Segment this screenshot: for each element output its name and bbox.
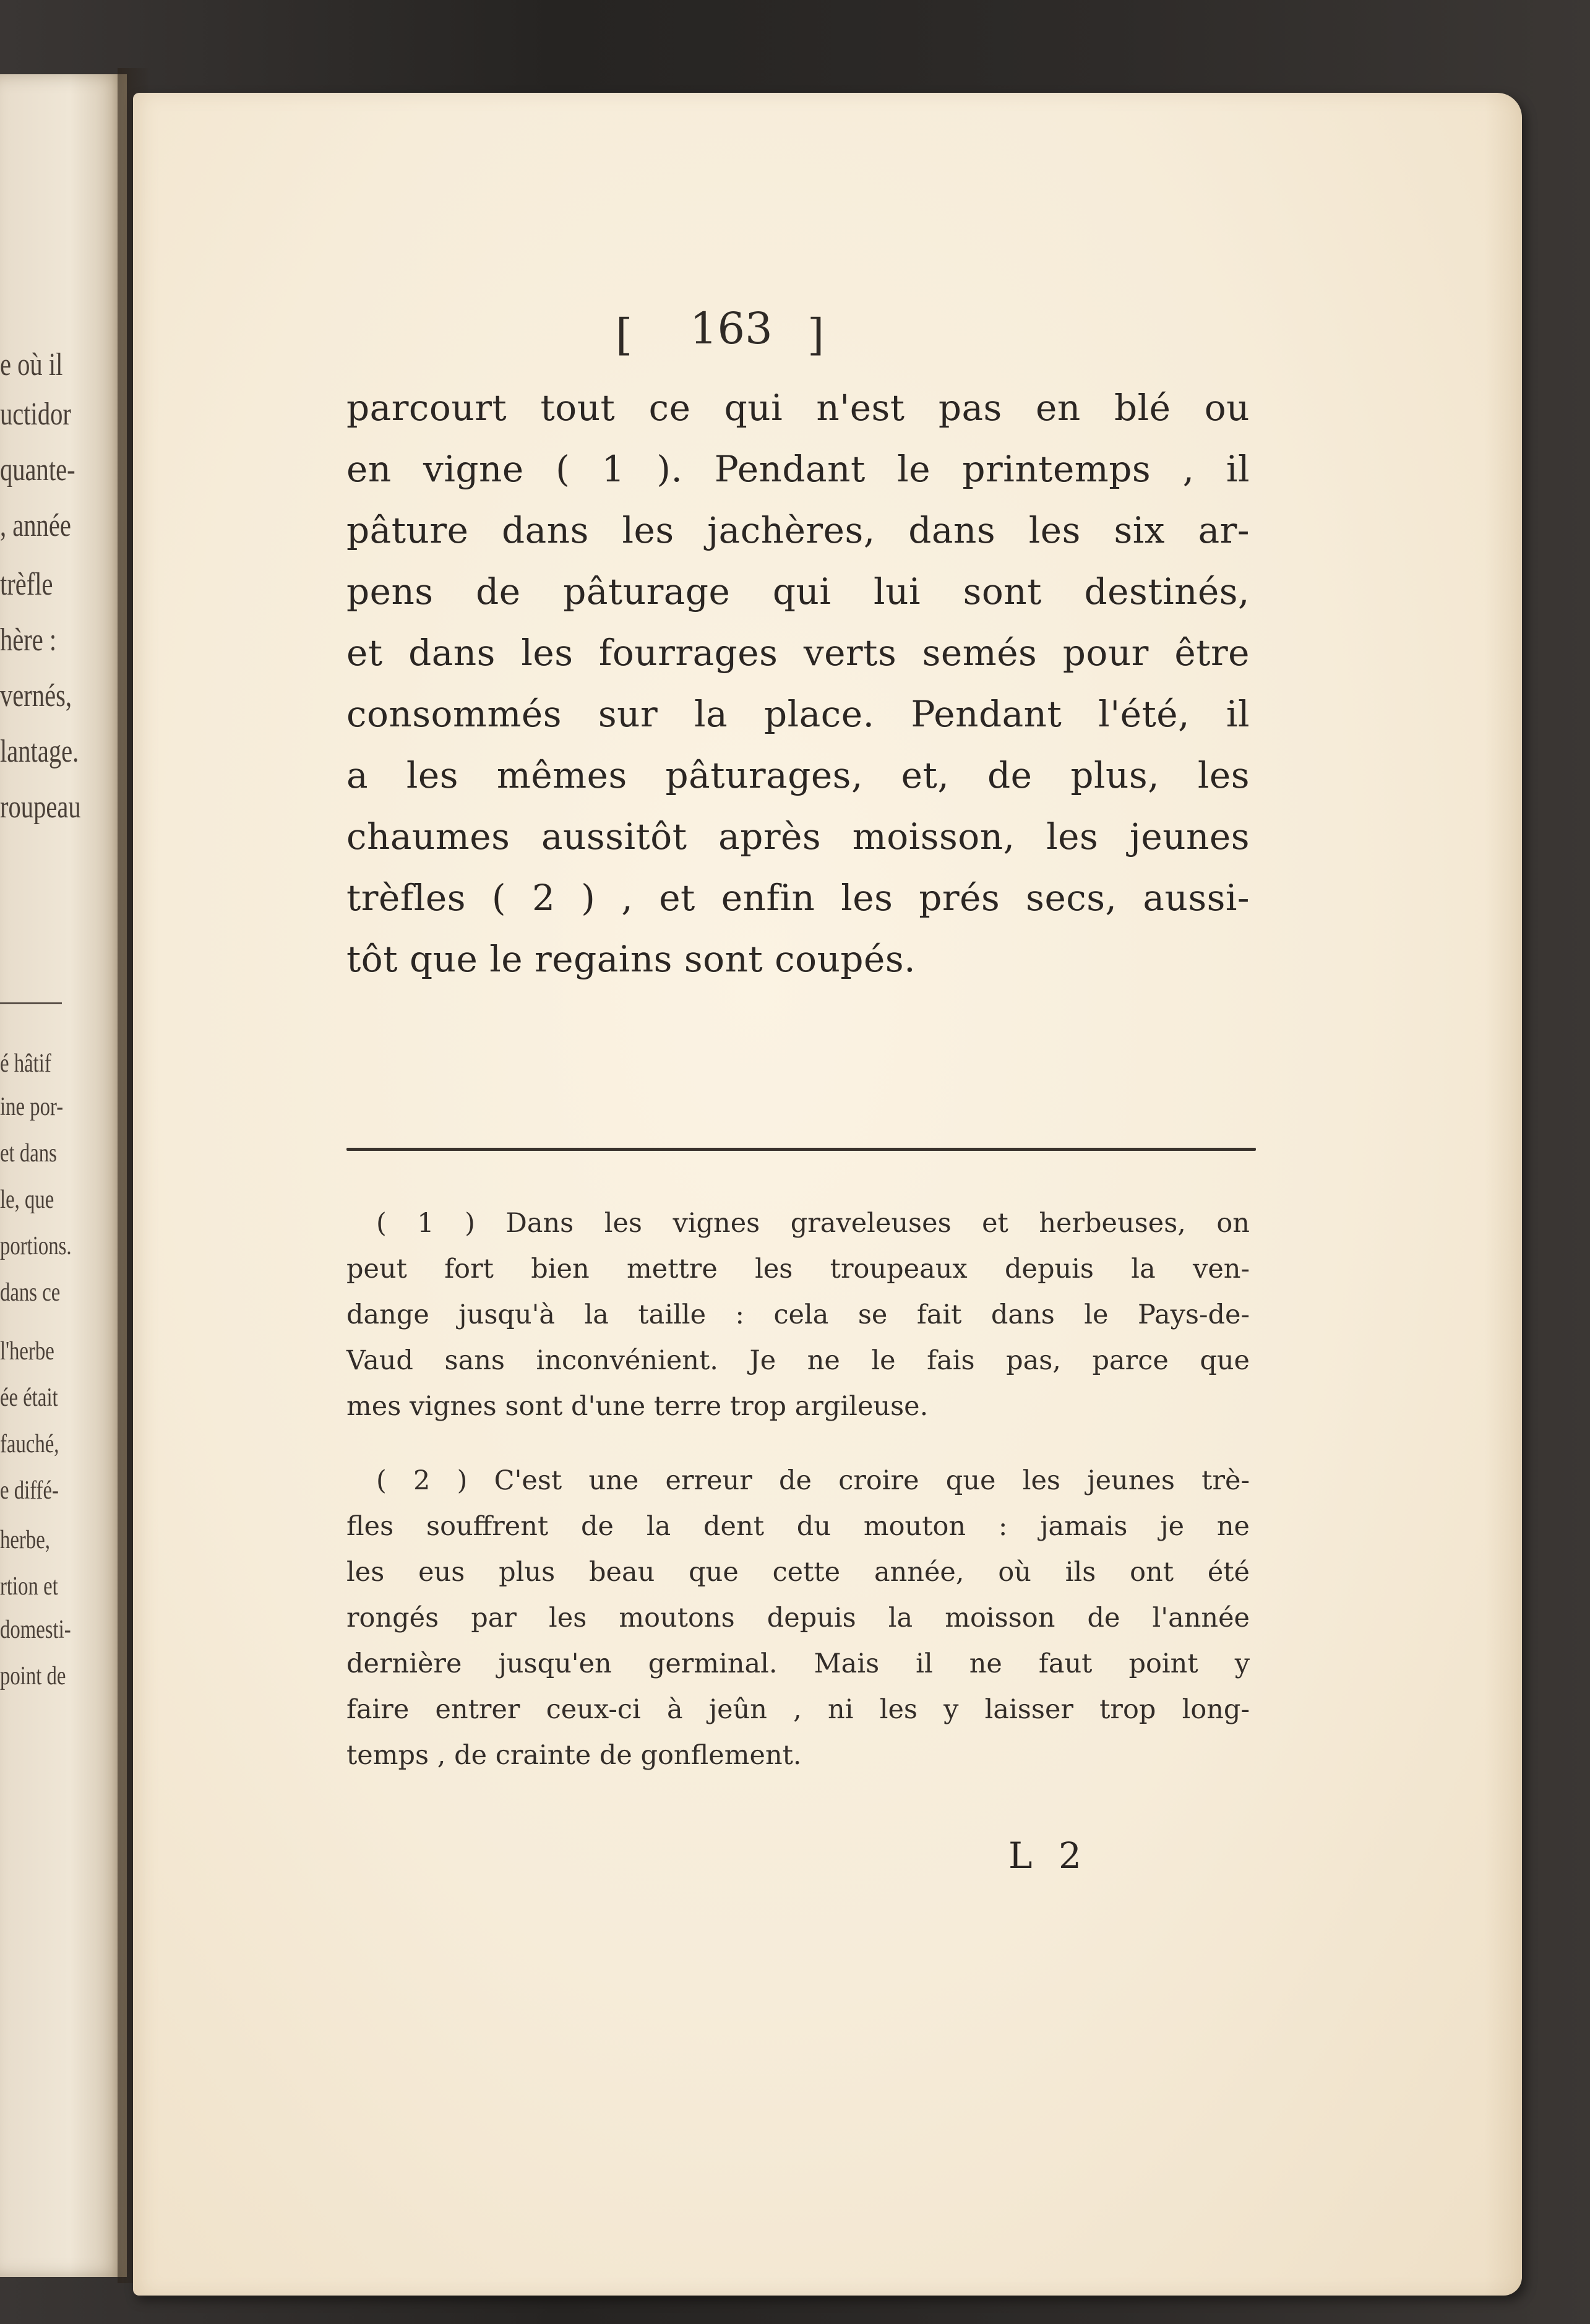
text-line: parcourt tout ce qui n'est pas en blé ou <box>346 387 1250 429</box>
footnote-line: peut fort bien mettre les troupeaux depuis la ven- <box>346 1254 1250 1285</box>
text-line: chaumes aussitôt après moisson, les jeunes <box>346 816 1250 858</box>
left-page-fragment: point de <box>0 1662 66 1690</box>
text-line: tôt que le regains sont coupés. <box>346 938 916 980</box>
footnote-line: rongés par les moutons depuis la moisson de l'année <box>346 1603 1250 1633</box>
signature-mark: L 2 <box>1008 1835 1089 1877</box>
left-page-fragment: portions. <box>0 1232 72 1260</box>
footnote-line: ( 2 ) C'est une erreur de croire que les jeunes trè- <box>376 1465 1250 1496</box>
page-number: 163 <box>690 303 773 354</box>
footnote-line: ( 1 ) Dans les vignes graveleuses et herbeuses, on <box>376 1208 1250 1239</box>
left-page-fragment: fauché, <box>0 1430 59 1458</box>
footnote-line: temps , de crainte de gonflement. <box>346 1740 802 1771</box>
header-bracket-left: [ <box>616 309 633 360</box>
text-line: trèfles ( 2 ) , et enfin les prés secs, aussi- <box>346 877 1250 919</box>
left-page-fragment: trèfle <box>0 567 53 602</box>
footnote-line: faire entrer ceux-ci à jeûn , ni les y laisser trop long- <box>346 1694 1250 1725</box>
main-text <box>346 377 1250 990</box>
left-page-fragment: hère : <box>0 622 57 658</box>
left-page-fragment: rtion et <box>0 1572 58 1601</box>
left-page-fragment: é hâtif <box>0 1049 51 1078</box>
text-line: a les mêmes pâturages, et, de plus, les <box>346 754 1250 796</box>
left-page-fragment: domesti- <box>0 1616 71 1644</box>
header-bracket-right: ] <box>807 309 825 360</box>
left-page-fragment: dans ce <box>0 1278 61 1307</box>
footnote-line: Vaud sans inconvénient. Je ne le fais pas, parce que <box>346 1345 1250 1376</box>
footnote-line: dange jusqu'à la taille : cela se fait dans le Pays-de- <box>346 1299 1250 1330</box>
left-page-rule <box>0 1002 62 1004</box>
left-facing-page <box>0 74 127 2277</box>
text-line: consommés sur la place. Pendant l'été, il <box>346 693 1250 735</box>
footnote-line: fles souffrent de la dent du mouton : jamais je ne <box>346 1511 1250 1542</box>
footnote-line: mes vignes sont d'une terre trop argileuse. <box>346 1391 929 1422</box>
left-page-fragment: l'herbe <box>0 1337 54 1366</box>
right-page <box>133 93 1522 2296</box>
footnote-line: les eus plus beau que cette année, où ils ont été <box>346 1557 1250 1588</box>
left-page-fragment: e diffé- <box>0 1476 59 1505</box>
left-page-fragment: et dans <box>0 1139 57 1168</box>
left-page-fragment: ée était <box>0 1384 58 1412</box>
left-page-fragment: , année <box>0 508 71 543</box>
text-line: pens de pâturage qui lui sont destinés, <box>346 570 1250 613</box>
left-page-fragment: herbe, <box>0 1526 50 1554</box>
page-edge-shading <box>1485 93 1522 2296</box>
left-page-fragment: ine por- <box>0 1093 64 1121</box>
left-page-fragment: roupeau <box>0 790 81 825</box>
left-page-fragment: lantage. <box>0 734 79 769</box>
left-page-fragment: quante- <box>0 452 75 488</box>
footnotes <box>346 1200 1250 1807</box>
footnote-line: dernière jusqu'en germinal. Mais il ne faut point y <box>346 1648 1250 1679</box>
footnote-2 <box>346 1458 1250 1778</box>
text-line: et dans les fourrages verts semés pour être <box>346 632 1250 674</box>
left-page-fragment: e où il <box>0 347 63 382</box>
left-page-fragment: uctidor <box>0 397 71 432</box>
text-line: en vigne ( 1 ). Pendant le printemps , il <box>346 448 1250 490</box>
left-page-fragment: vernés, <box>0 678 72 713</box>
text-line: pâture dans les jachères, dans les six ar- <box>346 509 1250 551</box>
footnote-1 <box>346 1200 1250 1429</box>
left-page-fragment: le, que <box>0 1186 54 1214</box>
footnote-divider <box>346 1148 1256 1151</box>
